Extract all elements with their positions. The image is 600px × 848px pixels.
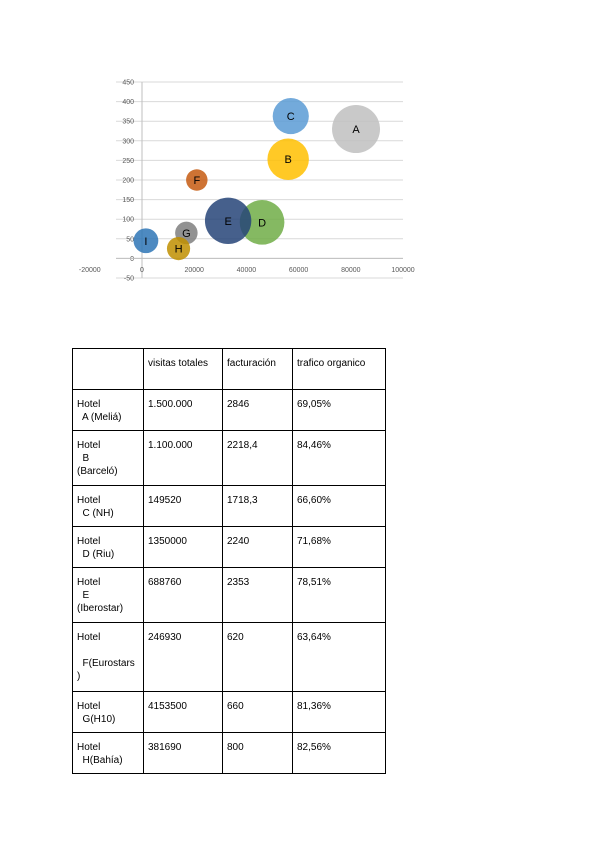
hotel-name-cell: Hotel G(H10) <box>73 692 144 733</box>
y-tick-label: 0 <box>130 255 134 263</box>
bubble-chart <box>0 0 600 300</box>
x-tick-label: 0 <box>140 267 144 274</box>
table-header-row <box>73 349 386 390</box>
visitas-cell: 4153500 <box>144 692 223 733</box>
visitas-cell: 381690 <box>144 733 223 774</box>
bubble-label-e: E <box>224 215 232 228</box>
bubble-label-f: F <box>193 175 201 187</box>
visitas-cell: 149520 <box>144 486 223 527</box>
facturacion-cell: 2846 <box>223 390 293 431</box>
table-row <box>73 733 386 774</box>
trafico-cell: 66,60% <box>293 486 386 527</box>
x-tick-label: 100000 <box>391 267 415 274</box>
visitas-cell: 1.500.000 <box>144 390 223 431</box>
table-row <box>73 692 386 733</box>
bubble-label-h: H <box>174 243 183 256</box>
bubble-label-b: B <box>284 154 292 167</box>
hotel-name-cell: Hotel A (Meliá) <box>73 390 144 431</box>
bubble-label-a: A <box>352 124 360 137</box>
hotel-name-cell: Hotel H(Bahía) <box>73 733 144 774</box>
y-tick-label: 450 <box>122 79 134 87</box>
y-tick-label: -50 <box>123 275 134 283</box>
facturacion-cell: 2240 <box>223 527 293 568</box>
facturacion-cell: 660 <box>223 692 293 733</box>
facturacion-cell: 2353 <box>223 568 293 623</box>
table-row <box>73 623 386 692</box>
table-row <box>73 431 386 486</box>
table-row <box>73 390 386 431</box>
trafico-cell: 82,56% <box>293 733 386 774</box>
hotel-name-cell: Hotel D (Riu) <box>73 527 144 568</box>
trafico-cell: 81,36% <box>293 692 386 733</box>
hotel-name-cell: Hotel E (Iberostar) <box>73 568 144 623</box>
trafico-cell: 63,64% <box>293 623 386 692</box>
facturacion-cell: 1718,3 <box>223 486 293 527</box>
visitas-cell: 246930 <box>144 623 223 692</box>
facturacion-cell: 620 <box>223 623 293 692</box>
hotel-name-cell: Hotel B (Barceló) <box>73 431 144 486</box>
y-tick-label: 300 <box>122 138 134 146</box>
x-tick-label: -20000 <box>78 267 101 274</box>
header-cell-visitas: visitas totales <box>144 349 223 390</box>
hotel-name-cell: Hotel F(Eurostars ) <box>73 623 144 692</box>
hotel-name-cell: Hotel C (NH) <box>73 486 144 527</box>
y-tick-label: 250 <box>122 157 134 165</box>
bubble-label-g: G <box>182 227 191 240</box>
facturacion-cell: 800 <box>223 733 293 774</box>
y-tick-label: 350 <box>122 118 134 126</box>
x-tick-label: 40000 <box>236 267 257 274</box>
x-tick-label: 60000 <box>288 267 309 274</box>
y-tick-label: 150 <box>122 197 134 205</box>
trafico-cell: 84,46% <box>293 431 386 486</box>
header-cell-facturacion: facturación <box>223 349 293 390</box>
table-row <box>73 568 386 623</box>
y-tick-label: 400 <box>122 99 134 107</box>
visitas-cell: 688760 <box>144 568 223 623</box>
facturacion-cell: 2218,4 <box>223 431 293 486</box>
table-row <box>73 486 386 527</box>
trafico-cell: 78,51% <box>293 568 386 623</box>
y-tick-label: 200 <box>122 177 134 185</box>
bubble-label-i: I <box>144 235 148 248</box>
visitas-cell: 1350000 <box>144 527 223 568</box>
x-tick-label: 20000 <box>184 267 204 274</box>
bubble-label-d: D <box>258 217 267 230</box>
hotel-table <box>72 348 386 774</box>
bubble-label-c: C <box>286 111 295 124</box>
x-tick-label: 80000 <box>341 267 361 274</box>
trafico-cell: 71,68% <box>293 527 386 568</box>
y-tick-label: 50 <box>126 236 134 244</box>
header-cell-empty <box>73 349 144 390</box>
header-cell-trafico: trafico organico <box>293 349 386 390</box>
trafico-cell: 69,05% <box>293 390 386 431</box>
visitas-cell: 1.100.000 <box>144 431 223 486</box>
table-row <box>73 527 386 568</box>
y-tick-label: 100 <box>122 216 134 224</box>
